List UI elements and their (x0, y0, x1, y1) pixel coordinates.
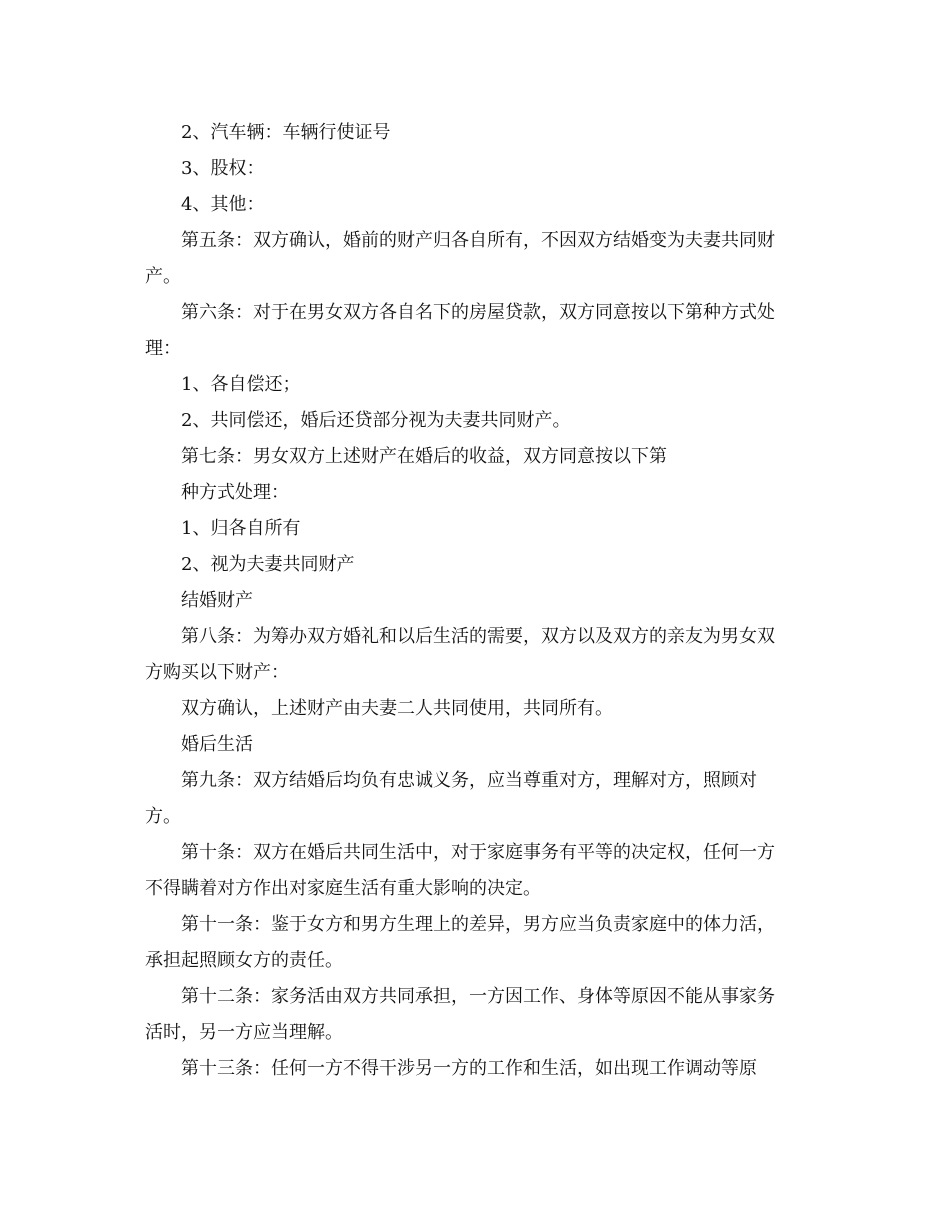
text-line: 双方确认，上述财产由夫妻二人共同使用，共同所有。 (181, 698, 613, 719)
text-line: 第七条：男女双方上述财产在婚后的收益，双方同意按以下第 (181, 446, 667, 467)
text-line: 第五条：双方确认，婚前的财产归各自所有，不因双方结婚变为夫妻共同财 (181, 230, 775, 251)
option-joint-repay (145, 403, 805, 439)
article-7-continued (145, 475, 805, 511)
article-10 (145, 835, 805, 907)
text-line: 第十条：双方在婚后共同生活中，对于家庭事务有平等的决定权，任何一方 (181, 842, 775, 863)
text-line: 第六条：对于在男女双方各自名下的房屋贷款，双方同意按以下第种方式处 (181, 302, 775, 323)
text-line: 1、各自偿还； (181, 374, 301, 395)
text-line: 方购买以下财产： (145, 662, 289, 683)
article-8 (145, 619, 805, 691)
text-line: 4、其他： (181, 194, 265, 215)
text-line: 3、股权： (181, 158, 265, 179)
section-heading-married-life (145, 727, 805, 763)
text-line: 2、共同偿还，婚后还贷部分视为夫妻共同财产。 (181, 410, 571, 431)
text-line: 承担起照顾女方的责任。 (145, 950, 343, 971)
text-line: 2、汽车辆：车辆行使证号 (181, 122, 391, 143)
article-8-confirmation (145, 691, 805, 727)
option-separate-repay (145, 367, 805, 403)
article-11 (145, 907, 805, 979)
text-line: 理： (145, 338, 181, 359)
article-12 (145, 979, 805, 1051)
text-line: 第九条：双方结婚后均负有忠诚义务，应当尊重对方，理解对方，照顾对 (181, 770, 757, 791)
text-line: 1、归各自所有 (181, 518, 301, 539)
text-line: 第十二条：家务活由双方共同承担，一方因工作、身体等原因不能从事家务 (181, 986, 775, 1007)
text-line: 活时，另一方应当理解。 (145, 1022, 343, 1043)
text-line: 第十一条：鉴于女方和男方生理上的差异，男方应当负责家庭中的体力活， (181, 914, 775, 935)
text-line: 结婚财产 (181, 590, 253, 611)
item-equity (145, 151, 805, 187)
text-line: 第十三条：任何一方不得干涉另一方的工作和生活，如出现工作调动等原 (181, 1058, 757, 1079)
article-6 (145, 295, 805, 367)
article-9 (145, 763, 805, 835)
text-line: 2、视为夫妻共同财产 (181, 554, 355, 575)
text-line: 第八条：为筹办双方婚礼和以后生活的需要，双方以及双方的亲友为男女双 (181, 626, 775, 647)
text-line: 产。 (145, 266, 181, 287)
item-other (145, 187, 805, 223)
option-separate-own (145, 511, 805, 547)
text-line: 婚后生活 (181, 734, 253, 755)
article-13 (145, 1051, 805, 1087)
text-line: 方。 (145, 806, 181, 827)
section-heading-wedding-property (145, 583, 805, 619)
text-line: 种方式处理： (181, 482, 289, 503)
text-line: 不得瞒着对方作出对家庭生活有重大影响的决定。 (145, 878, 541, 899)
option-joint-property (145, 547, 805, 583)
article-7 (145, 439, 805, 475)
item-vehicle (145, 115, 805, 151)
article-5 (145, 223, 805, 295)
